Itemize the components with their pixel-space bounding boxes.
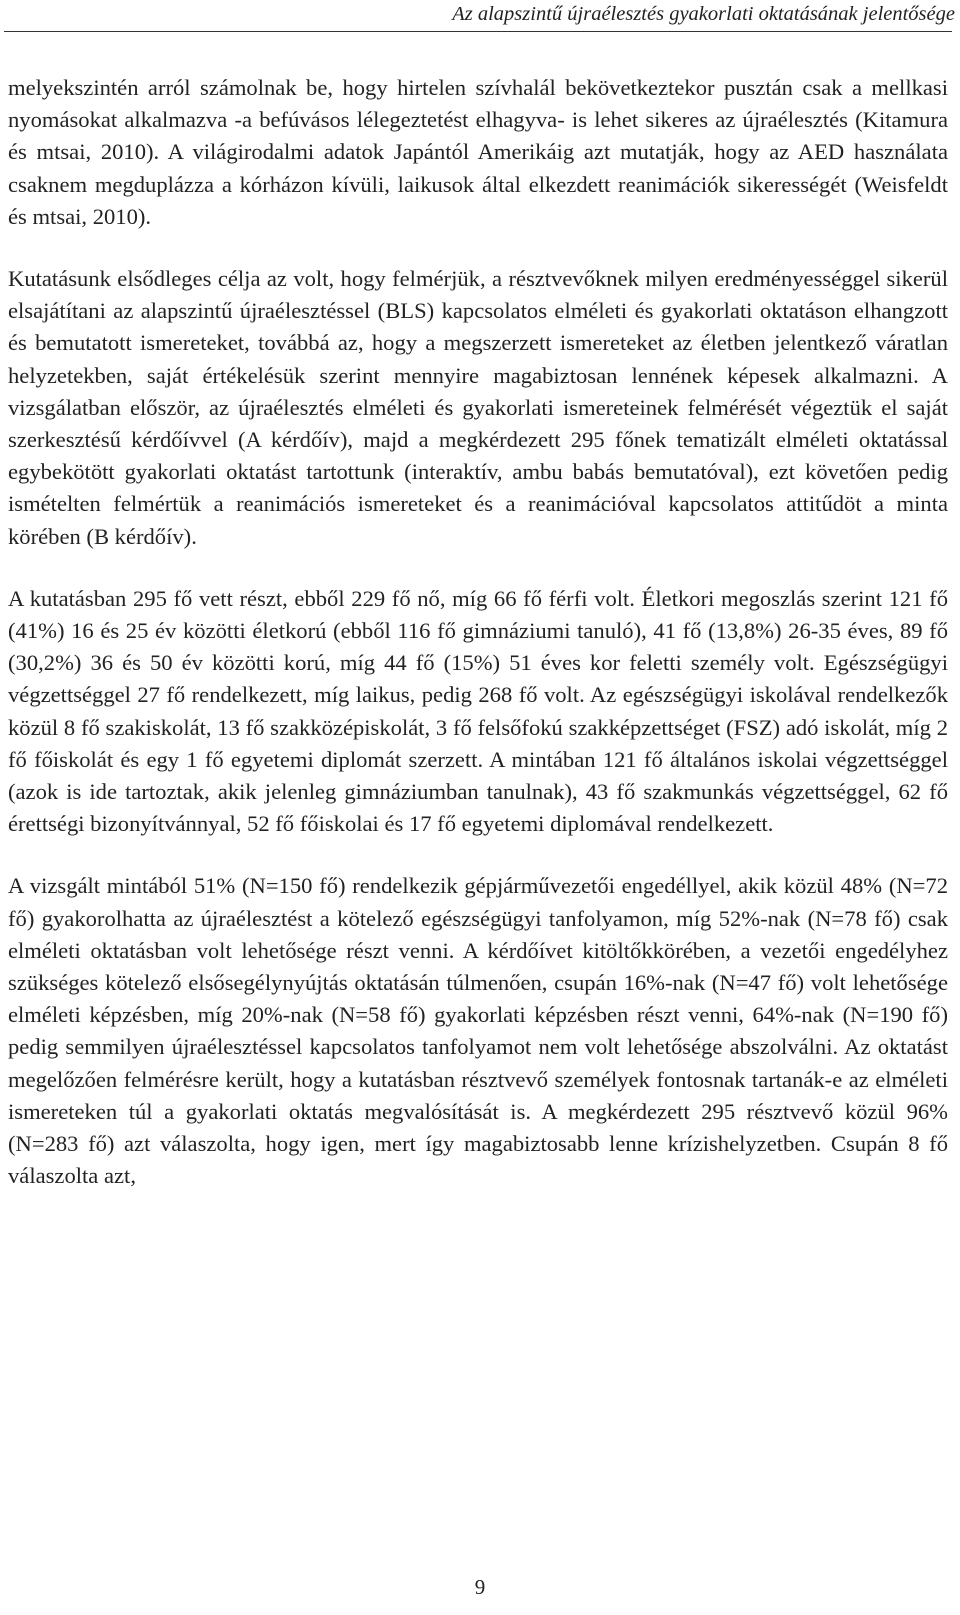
paragraph-1: melyekszintén arról számolnak be, hogy hirtelen szívhalál bekövetkeztekor pusztán csak a mellkasi nyomásokat alkalmazva -a befúvásos lélegeztetést elhagyva- is lehet sikeres az újraélesztés (Kitamura és mtsai, 2010). A világirodalmi adatok Japántól Amerikáig azt mutatják, hogy az AED használata csaknem megduplázza a kórházon kívüli, laikusok által elkezdett reanimációk sikerességét (Weisfeldt és mtsai, 2010). [8, 75, 948, 229]
paragraph-2: Kutatásunk elsődleges célja az volt, hogy felmérjük, a résztvevőknek milyen eredményességgel sikerül elsajátítani az alapszintű újraélesztéssel (BLS) kapcsolatos elméleti és gyakorlati oktatáson elhangzott és bemutatott ismereteket, továbbá az, hogy a megszerzett ismereteket az életben jelentkező váratlan helyzetekben, saját értékelésük szerint mennyire magabiztosan lennének képesek alkalmazni. A vizsgálatban először, az újraélesztés elméleti és gyakorlati ismereteinek felmérését végeztük el saját szerkesztésű kérdőívvel (A kérdőív), majd a megkérdezett 295 főnek tematizált elméleti oktatással egybekötött gyakorlati oktatást tartottunk (interaktív, ambu babás bemutatóval), ezt követően pedig ismételten felmértük a reanimációs ismereteket és a reanimációval kapcsolatos attitűdöt a minta körében (B kérdőív). [8, 266, 948, 549]
body-text [8, 72, 948, 1223]
header-divider [4, 31, 952, 32]
paragraph-3: A kutatásban 295 fő vett részt, ebből 229 fő nő, míg 66 fő férfi volt. Életkori megoszlás szerint 121 fő (41%) 16 és 25 év közötti életkorú (ebből 116 fő gimnáziumi tanuló), 41 fő (13,8%) 26-35 éves, 89 fő (30,2%) 36 és 50 év közötti korú, míg 44 fő (15%) 51 éves kor feletti személy volt. Egészségügyi végzettséggel 27 fő rendelkezett, míg laikus, pedig 268 fő volt. Az egészségügyi iskolával rendelkezők közül 8 fő szakiskolát, 13 fő szakközépiskolát, 3 fő felsőfokú szakképzettséget (FSZ) adó iskolát, míg 2 fő főiskolát és egy 1 fő egyetemi diplomát szerzett. A mintában 121 fő általános iskolai végzettséggel (azok is ide tartoztak, akik jelenleg gimnáziumban tanulnak), 43 fő szakmunkás végzettséggel, 62 fő érettségi bizonyítvánnyal, 52 fő főiskolai és 17 fő egyetemi diplomával rendelkezett. [8, 585, 948, 837]
running-header-title: Az alapszintű újraélesztés gyakorlati oktatásának jelentősége [452, 3, 955, 25]
page-number: 9 [474, 1575, 486, 1599]
paragraph-4: A vizsgált mintából 51% (N=150 fő) rendelkezik gépjárművezetői engedéllyel, akik közül 48% (N=72 fő) gyakorolhatta az újraélesztést a kötelező egészségügyi tanfolyamon, míg 52%-nak (N=78 fő) csak elméleti oktatásban volt lehetősége részt venni. A kérdőívet kitöltőkkörében, a vezetői engedélyhez szükséges kötelező elsősegélynyújtás oktatásán túlmenően, csupán 16%-nak (N=47 fő) volt lehetősége elméleti képzésben, míg 20%-nak (N=58 fő) gyakorlati képzésben részt venni, 64%-nak (N=190 fő) pedig semmilyen újraélesztéssel kapcsolatos tanfolyamot nem volt lehetősége abszolválni. Az oktatást megelőzően felmérésre került, hogy a kutatásban résztvevő személyek fontosnak tartanák-e az elméleti ismereteken túl a gyakorlati oktatás megvalósítását is. A megkérdezett 295 résztvevő közül 96% (N=283 fő) azt válaszolta, hogy igen, mert így magabiztosabb lenne krízishelyzetben. Csupán 8 fő válaszolta azt, [8, 873, 948, 1189]
